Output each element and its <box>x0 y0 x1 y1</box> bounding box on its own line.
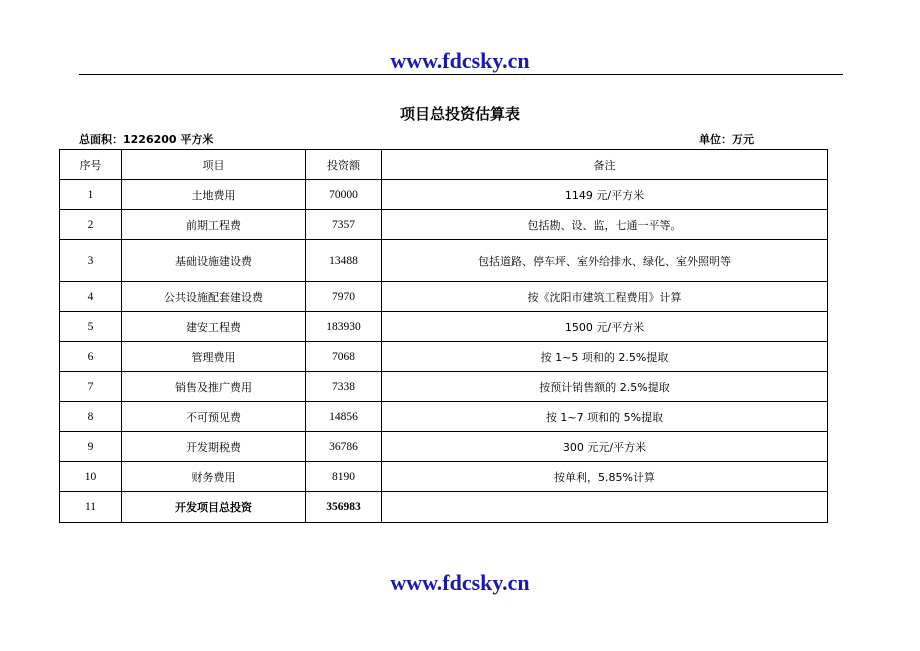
row-item: 开发期税费 <box>122 432 306 462</box>
row-no: 11 <box>60 492 122 523</box>
row-note: 按 1~5 项和的 2.5%提取 <box>382 342 828 372</box>
column-header-amount: 投资额 <box>306 150 382 180</box>
row-note: 按预计销售额的 2.5%提取 <box>382 372 828 402</box>
row-note: 按 1~7 项和的 5%提取 <box>382 402 828 432</box>
row-item: 基础设施建设费 <box>122 240 306 282</box>
row-note: 300 元元/平方米 <box>382 432 828 462</box>
row-amount: 356983 <box>306 492 382 523</box>
row-item: 财务费用 <box>122 462 306 492</box>
row-no: 8 <box>60 402 122 432</box>
table-row <box>60 240 828 282</box>
row-amount: 183930 <box>306 312 382 342</box>
investment-estimate-table <box>59 149 828 523</box>
row-amount: 7357 <box>306 210 382 240</box>
row-no: 1 <box>60 180 122 210</box>
row-amount: 8190 <box>306 462 382 492</box>
footer-site-url[interactable]: www.fdcsky.cn <box>390 570 530 595</box>
column-header-no: 序号 <box>60 150 122 180</box>
row-no: 7 <box>60 372 122 402</box>
table-row <box>60 432 828 462</box>
table-row <box>60 210 828 240</box>
row-amount: 7970 <box>306 282 382 312</box>
row-amount: 14856 <box>306 402 382 432</box>
row-note: 1500 元/平方米 <box>382 312 828 342</box>
row-amount: 7338 <box>306 372 382 402</box>
row-note: 按《沈阳市建筑工程费用》计算 <box>382 282 828 312</box>
column-header-item: 项目 <box>122 150 306 180</box>
row-no: 6 <box>60 342 122 372</box>
row-item: 公共设施配套建设费 <box>122 282 306 312</box>
row-no: 2 <box>60 210 122 240</box>
row-note <box>382 492 828 523</box>
table-row <box>60 180 828 210</box>
table-header-row <box>60 150 828 180</box>
row-no: 4 <box>60 282 122 312</box>
unit-label: 单位：万元 <box>699 133 754 146</box>
row-note: 包括勘、设、监，七通一平等。 <box>382 210 828 240</box>
row-note: 1149 元/平方米 <box>382 180 828 210</box>
row-item: 管理费用 <box>122 342 306 372</box>
document-title: 项目总投资估算表 <box>399 105 520 123</box>
column-header-note: 备注 <box>382 150 828 180</box>
total-area-label: 总面积：1226200 平方米 <box>79 133 214 146</box>
row-item: 建安工程费 <box>122 312 306 342</box>
table-row-total <box>60 492 828 523</box>
row-item: 不可预见费 <box>122 402 306 432</box>
row-no: 9 <box>60 432 122 462</box>
row-item: 开发项目总投资 <box>122 492 306 523</box>
table-row <box>60 372 828 402</box>
row-no: 10 <box>60 462 122 492</box>
row-item: 销售及推广费用 <box>122 372 306 402</box>
row-no: 5 <box>60 312 122 342</box>
row-amount: 36786 <box>306 432 382 462</box>
row-amount: 13488 <box>306 240 382 282</box>
table-row <box>60 282 828 312</box>
table-row <box>60 462 828 492</box>
table-row <box>60 312 828 342</box>
row-item: 前期工程费 <box>122 210 306 240</box>
row-note: 按单利，5.85%计算 <box>382 462 828 492</box>
row-amount: 7068 <box>306 342 382 372</box>
row-amount: 70000 <box>306 180 382 210</box>
header-divider <box>79 74 843 75</box>
header-site-url[interactable]: www.fdcsky.cn <box>390 48 530 73</box>
table-row <box>60 402 828 432</box>
row-note: 包括道路、停车坪、室外给排水、绿化、室外照明等 <box>382 240 828 282</box>
row-no: 3 <box>60 240 122 282</box>
row-item: 土地费用 <box>122 180 306 210</box>
table-row <box>60 342 828 372</box>
